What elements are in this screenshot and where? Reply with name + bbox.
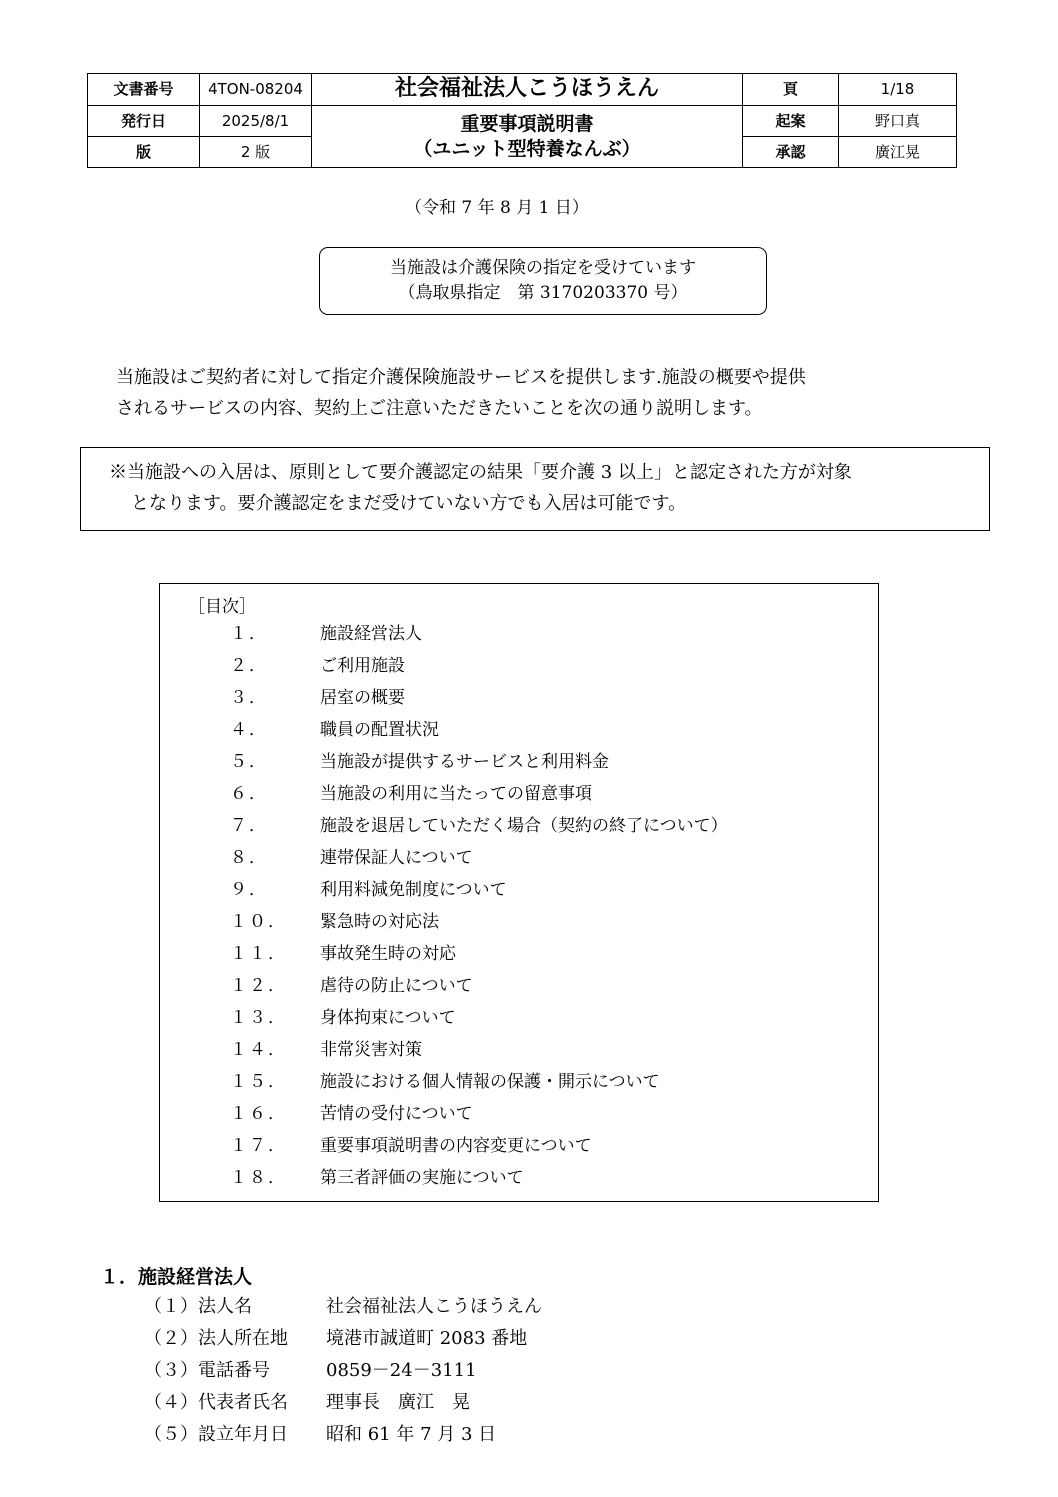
approve-name: 廣江晃: [839, 137, 957, 168]
section1-heading: １．施設経営法人: [100, 1266, 253, 1288]
toc-item-number: １２．: [230, 976, 287, 996]
organization-name: 社会福祉法人こうほうえん: [312, 74, 743, 106]
section1-item: [144, 1387, 844, 1419]
toc-item-text: 苦情の受付について: [320, 1104, 473, 1124]
draft-label: 起案: [743, 106, 839, 137]
document-date: （令和 7 年 8 月 1 日）: [405, 198, 589, 218]
toc-item-number: １４．: [230, 1040, 287, 1060]
toc-item-number: １０．: [230, 912, 287, 932]
toc-item: [160, 874, 878, 906]
designation-line1: 当施設は介護保険の指定を受けています: [390, 258, 696, 278]
toc-item: [160, 810, 878, 842]
toc-item-text: ご利用施設: [320, 656, 405, 676]
toc-item-number: １．: [230, 624, 268, 644]
doc-number-label: 文書番号: [88, 74, 200, 106]
toc-item-number: ８．: [230, 848, 268, 868]
intro-line2: されるサービスの内容、契約上ご注意いただきたいことを次の通り説明します。: [116, 398, 763, 419]
page-label: 頁: [743, 74, 839, 106]
toc-item-text: 非常災害対策: [320, 1040, 422, 1060]
intro-line1: 当施設はご契約者に対して指定介護保険施設サービスを提供します.施設の概要や提供: [116, 367, 806, 388]
version-label: 版: [88, 137, 200, 168]
toc-item-text: 利用料減免制度について: [320, 880, 507, 900]
section1-item-label: （４）代表者氏名: [144, 1392, 288, 1413]
toc-item-number: ５．: [230, 752, 268, 772]
toc-item: [160, 906, 878, 938]
toc-item-text: 身体拘束について: [320, 1008, 456, 1028]
toc-item: [160, 1002, 878, 1034]
toc-item: [160, 970, 878, 1002]
toc-item-number: １７．: [230, 1136, 287, 1156]
toc-item-number: ３．: [230, 688, 268, 708]
toc-item-text: 施設経営法人: [320, 624, 422, 644]
toc-item: [160, 618, 878, 650]
toc-item-text: 居室の概要: [320, 688, 405, 708]
section1-item-value: 社会福祉法人こうほうえん: [326, 1296, 542, 1317]
document-title-line1: 重要事項説明書: [460, 112, 594, 135]
document-title-line2: （ユニット型特養なんぶ）: [413, 137, 641, 160]
toc-item: [160, 1066, 878, 1098]
toc-item: [160, 938, 878, 970]
section1-item: [144, 1291, 844, 1323]
note-line1: ※当施設への入居は、原則として要介護認定の結果「要介護 3 以上」と認定された方が対象: [109, 462, 852, 483]
toc-item-text: 職員の配置状況: [320, 720, 439, 740]
toc-item-text: 事故発生時の対応: [320, 944, 456, 964]
toc-item-number: １８．: [230, 1168, 287, 1188]
toc-title: ［目次］: [188, 597, 256, 617]
toc-list: [160, 618, 878, 1194]
toc-item-number: １１．: [230, 944, 287, 964]
section1-item-label: （５）設立年月日: [144, 1424, 288, 1445]
draft-name: 野口真: [839, 106, 957, 137]
section1-item: [144, 1355, 844, 1387]
section1-item-value: 理事長 廣江 晃: [326, 1392, 470, 1413]
toc-item-number: １３．: [230, 1008, 287, 1028]
toc-item-number: ９．: [230, 880, 268, 900]
toc-item: [160, 682, 878, 714]
issue-date-label: 発行日: [88, 106, 200, 137]
toc-item-number: ６．: [230, 784, 268, 804]
intro-paragraph: [116, 362, 976, 424]
document-title: [312, 106, 743, 168]
section1-item-value: 境港市誠道町 2083 番地: [326, 1328, 528, 1349]
toc-item: [160, 714, 878, 746]
toc-item: [160, 650, 878, 682]
toc-item-number: ７．: [230, 816, 268, 836]
section1-item-value: 昭和 61 年 7 月 3 日: [326, 1424, 497, 1445]
toc-item: [160, 1034, 878, 1066]
eligibility-note-box: [80, 447, 990, 531]
version: 2 版: [200, 137, 312, 168]
toc-item-number: ４．: [230, 720, 268, 740]
section1-item: [144, 1419, 844, 1451]
section1-item-label: （３）電話番号: [144, 1360, 270, 1381]
toc-item-text: 施設を退居していただく場合（契約の終了について）: [320, 816, 728, 836]
toc-item: [160, 746, 878, 778]
toc-item-text: 施設における個人情報の保護・開示について: [320, 1072, 660, 1092]
approve-label: 承認: [743, 137, 839, 168]
toc-item-number: １５．: [230, 1072, 287, 1092]
toc-item-text: 緊急時の対応法: [320, 912, 439, 932]
designation-line2: （鳥取県指定 第 3170203370 号）: [398, 283, 688, 303]
designation-box: [319, 247, 767, 315]
toc-item-number: ２．: [230, 656, 268, 676]
toc-item-text: 当施設が提供するサービスと利用料金: [320, 752, 609, 772]
toc-item-text: 第三者評価の実施について: [320, 1168, 524, 1188]
table-of-contents: [159, 583, 879, 1202]
issue-date: 2025/8/1: [200, 106, 312, 137]
toc-item-number: １６．: [230, 1104, 287, 1124]
toc-item: [160, 1130, 878, 1162]
toc-item: [160, 842, 878, 874]
page-number: 1/18: [839, 74, 957, 106]
toc-item-text: 重要事項説明書の内容変更について: [320, 1136, 592, 1156]
section1-list: [144, 1291, 844, 1451]
doc-number: 4TON-08204: [200, 74, 312, 106]
toc-item: [160, 778, 878, 810]
section1-item-label: （１）法人名: [144, 1296, 252, 1317]
section1-item-label: （２）法人所在地: [144, 1328, 288, 1349]
document-header-table: [87, 73, 957, 168]
toc-item-text: 当施設の利用に当たっての留意事項: [320, 784, 592, 804]
toc-item-text: 連帯保証人について: [320, 848, 473, 868]
toc-item-text: 虐待の防止について: [320, 976, 473, 996]
section1-item-value: 0859－24－3111: [326, 1360, 477, 1381]
section1-item: [144, 1323, 844, 1355]
note-line2: となります。要介護認定をまだ受けていない方でも入居は可能です。: [131, 493, 687, 514]
toc-item: [160, 1098, 878, 1130]
toc-item: [160, 1162, 878, 1194]
